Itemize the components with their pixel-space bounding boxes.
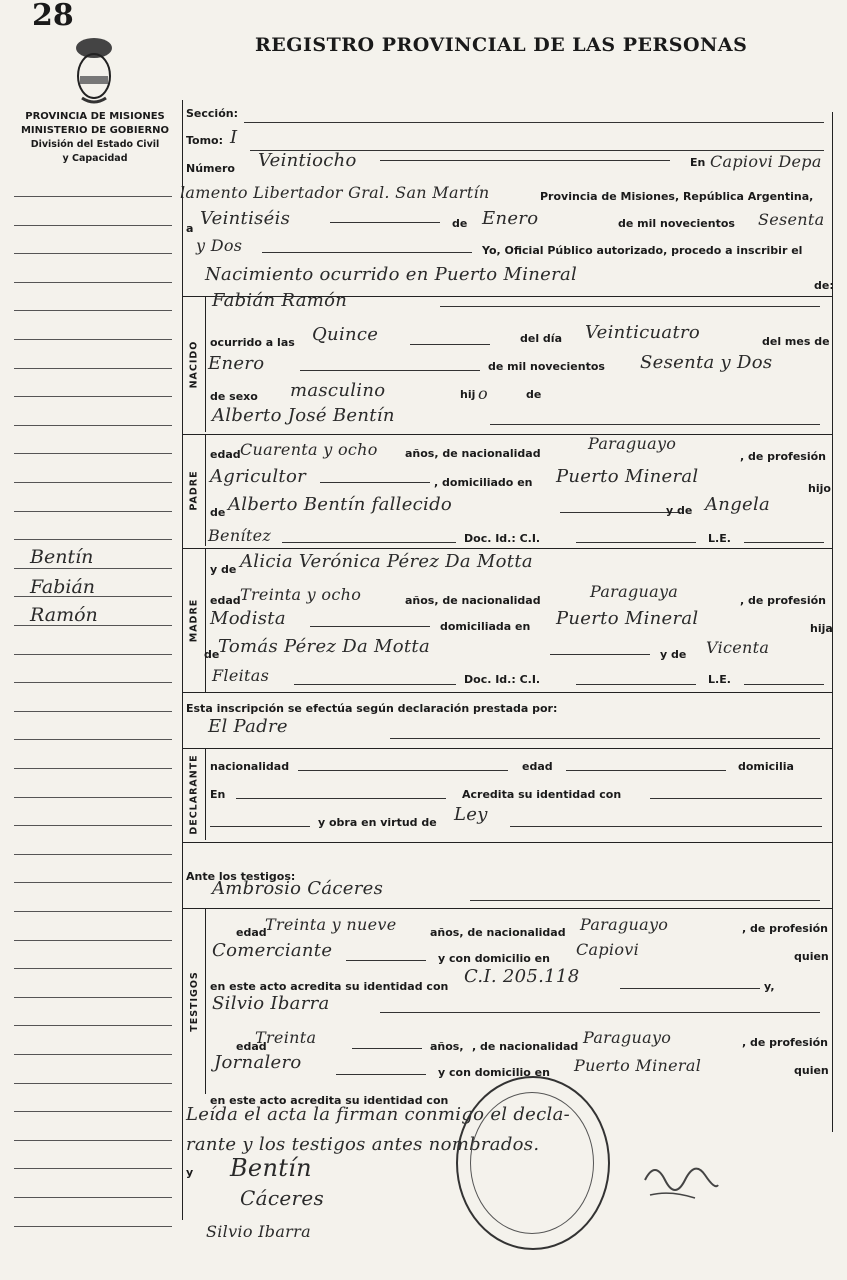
anos-nac-label: años, de nacionalidad (430, 926, 566, 939)
margin-rule-line (14, 1025, 172, 1026)
fill-line (300, 370, 480, 371)
coat-of-arms-icon (68, 34, 120, 106)
fill-line (490, 424, 820, 425)
page-title: REGISTRO PROVINCIAL DE LAS PERSONAS (255, 34, 748, 56)
signature-bentin: Bentín (230, 1154, 312, 1182)
separator (183, 908, 833, 909)
de-label: de (210, 506, 226, 519)
fill-line (470, 900, 820, 901)
fill-line (262, 252, 472, 253)
de-colon-label: de: (814, 279, 834, 292)
fill-line (236, 798, 446, 799)
padre-dom-value: Puerto Mineral (556, 466, 699, 487)
en-este-acto-label: en este acto acredita su identidad con (210, 1094, 449, 1107)
margin-rule-line (14, 997, 172, 998)
section-nacido: NACIDO (183, 296, 206, 432)
profesion-label: , de profesión (742, 1036, 828, 1049)
ante-testigos-label: Ante los testigos: (186, 870, 296, 883)
margin-rule-line (14, 739, 172, 740)
margin-rule-line (14, 368, 172, 369)
official-signature-icon (640, 1150, 720, 1210)
margin-rule-line (14, 940, 172, 941)
fill-line (310, 626, 430, 627)
margin-rule-line (14, 825, 172, 826)
signature-caceres: Cáceres (240, 1186, 325, 1210)
fill-line (282, 542, 456, 543)
fill-line (566, 770, 726, 771)
le-label: L.E. (708, 673, 731, 686)
signature-ibarra: Silvio Ibarra (206, 1222, 311, 1241)
con-domicilio-label: y con domicilio en (438, 1066, 550, 1079)
fill-line (620, 988, 760, 989)
tomo-label: Tomo: (186, 134, 224, 147)
margin-rule-line (14, 453, 172, 454)
t1-edad-value: Treinta y nueve (265, 915, 397, 934)
separator (183, 748, 833, 749)
anos-nac-label: años, de nacionalidad (405, 594, 541, 607)
domiciliado-label: , domiciliado en (434, 476, 533, 489)
hora-value: Quince (312, 324, 379, 345)
margin-rule-line (14, 1168, 172, 1169)
doc-id-label: Doc. Id.: C.I. (464, 532, 541, 545)
lugar-value: lamento Libertador Gral. San Martín (180, 183, 490, 202)
margin-rule-line (14, 568, 172, 569)
madre-nombre-value: Alicia Verónica Pérez Da Motta (240, 551, 533, 572)
fill-line (210, 826, 310, 827)
anio-nac-value: Sesenta y Dos (640, 352, 773, 373)
margin-rule-line (14, 1197, 172, 1198)
fill-line (380, 160, 670, 161)
fill-line (576, 684, 696, 685)
fill-line (410, 344, 490, 345)
fill-line (330, 222, 440, 223)
doc-id-label: Doc. Id.: C.I. (464, 673, 541, 686)
fill-line (744, 684, 824, 685)
abuela2-value: Benítez (208, 526, 272, 545)
margin-rule-line (14, 1226, 172, 1227)
fill-line (346, 960, 426, 961)
del-mes-label: del mes de (762, 335, 830, 348)
abuela-m2-value: Fleitas (212, 666, 270, 685)
en-este-acto-label: en este acto acredita su identidad con (210, 980, 449, 993)
t1-dom-value: Capiovi (576, 940, 640, 959)
domiciliada-label: domiciliada en (440, 620, 531, 633)
del-dia-label: del día (520, 332, 563, 345)
seccion-label: Sección: (186, 107, 238, 120)
fill-line (576, 542, 696, 543)
y-de-label: y de (210, 563, 237, 576)
margin-rule-line (14, 225, 172, 226)
t2-dom-value: Puerto Mineral (574, 1056, 702, 1075)
province-label: PROVINCIA DE MISIONES (25, 111, 165, 122)
sexo-value: masculino (290, 380, 386, 401)
madre-edad-value: Treinta y ocho (240, 585, 362, 604)
margin-rule-line (14, 396, 172, 397)
en-value: Capiovi Depa (710, 152, 822, 171)
domicilia-label: domicilia (738, 760, 794, 773)
margin-rule-line (14, 768, 172, 769)
edad-label: edad (522, 760, 553, 773)
de-mil-label: de mil novecientos (618, 217, 735, 230)
fill-line (550, 654, 650, 655)
tomo-value: I (230, 127, 238, 148)
margin-rule-line (14, 1140, 172, 1141)
y-label: y (186, 1166, 194, 1179)
t1-nac-value: Paraguayo (580, 915, 669, 934)
inscripcion-label: Esta inscripción se efectúa según declaración prestada por: (186, 702, 558, 715)
fill-line (560, 512, 680, 513)
section-testigos: TESTIGOS (183, 908, 206, 1094)
madre-prof-value: Modista (210, 608, 286, 629)
margin-rule-line (14, 654, 172, 655)
ministry-label: MINISTERIO DE GOBIERNO (20, 125, 170, 136)
margin-rule-line (14, 253, 172, 254)
dia-nac-value: Veinticuatro (585, 322, 701, 343)
edad-label: edad (210, 448, 241, 461)
fill-line (244, 122, 824, 123)
capacity-label: y Capacidad (62, 153, 128, 164)
declarante-value: El Padre (208, 716, 288, 737)
fill-line (294, 684, 456, 685)
numero-label: Número (186, 162, 235, 175)
profesion-label: , de profesión (740, 594, 826, 607)
separator (183, 842, 833, 843)
abuelo-m-value: Tomás Pérez Da Motta (218, 636, 430, 657)
ocurrido-label: ocurrido a las (210, 336, 295, 349)
obra-label: y obra en virtud de (318, 816, 437, 829)
margin-name-line: Bentín (30, 546, 94, 568)
padre-edad-value: Cuarenta y ocho (240, 440, 378, 459)
section-madre: MADRE (183, 548, 206, 692)
margin-rule-line (14, 968, 172, 969)
official-stamp-inner (470, 1092, 594, 1234)
fill-line (320, 482, 430, 483)
edad-label: edad (236, 1040, 267, 1053)
hijo2-label: hijo (808, 482, 831, 495)
t1-nombre-value: Ambrosio Cáceres (212, 878, 384, 899)
padre-nac-value: Paraguayo (588, 434, 677, 453)
t2-nac-value: Paraguayo (583, 1028, 672, 1047)
provincia-label: Provincia de Misiones, República Argentina, (540, 190, 814, 203)
madre-dom-value: Puerto Mineral (556, 608, 699, 629)
yo-label: Yo, Oficial Público autorizado, procedo a inscribir el (482, 244, 803, 257)
separator (183, 692, 833, 693)
fill-line (298, 770, 508, 771)
hijo-label: hij (460, 388, 476, 401)
margin-rule-line (14, 854, 172, 855)
acredita-label: Acredita su identidad con (462, 788, 622, 801)
anio1-value: Sesenta (758, 210, 825, 229)
margin-rule-line (14, 539, 172, 540)
t2-nombre-value: Silvio Ibarra (212, 993, 330, 1014)
numero-value: Veintiocho (258, 150, 357, 171)
anos-label: años, (430, 1040, 464, 1053)
edad-label: edad (210, 594, 241, 607)
de-mil-label: de mil novecientos (488, 360, 605, 373)
office-header (10, 110, 180, 166)
abuelo-value: Alberto Bentín fallecido (228, 494, 453, 515)
t1-prof-value: Comerciante (212, 940, 333, 961)
t1-doc-value: C.I. 205.118 (464, 966, 580, 987)
dia-value: Veintiséis (200, 208, 291, 229)
margin-rule-line (14, 1111, 172, 1112)
fill-line (352, 1048, 422, 1049)
edad-label: edad (236, 926, 267, 939)
margin-rule-line (14, 196, 172, 197)
fill-line (380, 1012, 820, 1013)
le-label: L.E. (708, 532, 731, 545)
profesion-label: , de profesión (740, 450, 826, 463)
margin-rule-line (14, 1083, 172, 1084)
quien-label: quien (794, 950, 829, 963)
mes-nac-value: Enero (208, 353, 265, 374)
margin-name-line: Ramón (30, 604, 98, 626)
hecho-value: Nacimiento ocurrido en Puerto Mineral (205, 264, 578, 285)
a-label: a (186, 222, 194, 235)
margin-rule-line (14, 797, 172, 798)
fill-line (440, 306, 820, 307)
margin-rule-line (14, 711, 172, 712)
y-de-label: y de (660, 648, 687, 661)
de-sexo-label: de sexo (210, 390, 258, 403)
margin-name-line: Fabián (30, 576, 96, 598)
fill-line (390, 738, 820, 739)
hijo-o-value: o (478, 384, 488, 403)
separator (183, 434, 833, 435)
padre-nombre-value: Alberto José Bentín (212, 405, 395, 426)
quien-label: quien (794, 1064, 829, 1077)
en-label: En (690, 156, 706, 169)
anio2-value: y Dos (196, 236, 243, 255)
margin-rule-line (14, 482, 172, 483)
abuela-m1-value: Vicenta (706, 638, 770, 657)
mes-value: Enero (482, 208, 539, 229)
cierre-line2: rante y los testigos antes nombrados. (186, 1134, 540, 1155)
margin-rule-line (14, 339, 172, 340)
margin-rule-line (14, 511, 172, 512)
margin-rule-line (14, 682, 172, 683)
y-comma-label: y, (764, 980, 775, 993)
division-label: División del Estado Civil (30, 139, 160, 150)
hija-label: hija (810, 622, 833, 635)
separator (183, 548, 833, 549)
de-label: de (452, 217, 468, 230)
t2-edad-value: Treinta (255, 1028, 317, 1047)
nacionalidad-label: nacionalidad (210, 760, 290, 773)
de-nacionalidad-label: , de nacionalidad (472, 1040, 579, 1053)
fill-line (744, 542, 824, 543)
virtud-value: Ley (454, 804, 488, 825)
t2-prof-value: Jornalero (214, 1052, 302, 1073)
en-label: En (210, 788, 226, 801)
margin-rule-line (14, 882, 172, 883)
margin-rule-line (14, 911, 172, 912)
margin-rule-line (14, 425, 172, 426)
section-padre: PADRE (183, 434, 206, 546)
abuela1-value: Angela (705, 494, 771, 515)
padre-prof-value: Agricultor (210, 466, 306, 487)
de-label: de (204, 648, 220, 661)
fill-line (650, 798, 822, 799)
margin-rule-line (14, 1054, 172, 1055)
section-declarante: DECLARANTE (183, 748, 206, 840)
fill-line (336, 1074, 426, 1075)
y-de-label: y de (666, 504, 693, 517)
nombre-value: Fabián Ramón (212, 290, 348, 311)
anos-nac-label: años, de nacionalidad (405, 447, 541, 460)
profesion-label: , de profesión (742, 922, 828, 935)
cierre-line1: Leída el acta la firman conmigo el decla- (186, 1104, 570, 1125)
madre-nac-value: Paraguaya (590, 582, 679, 601)
de-label: de (526, 388, 542, 401)
margin-rule-line (14, 282, 172, 283)
con-domicilio-label: y con domicilio en (438, 952, 550, 965)
page-number: 28 (32, 0, 74, 33)
margin-rule-line (14, 310, 172, 311)
fill-line (510, 826, 822, 827)
